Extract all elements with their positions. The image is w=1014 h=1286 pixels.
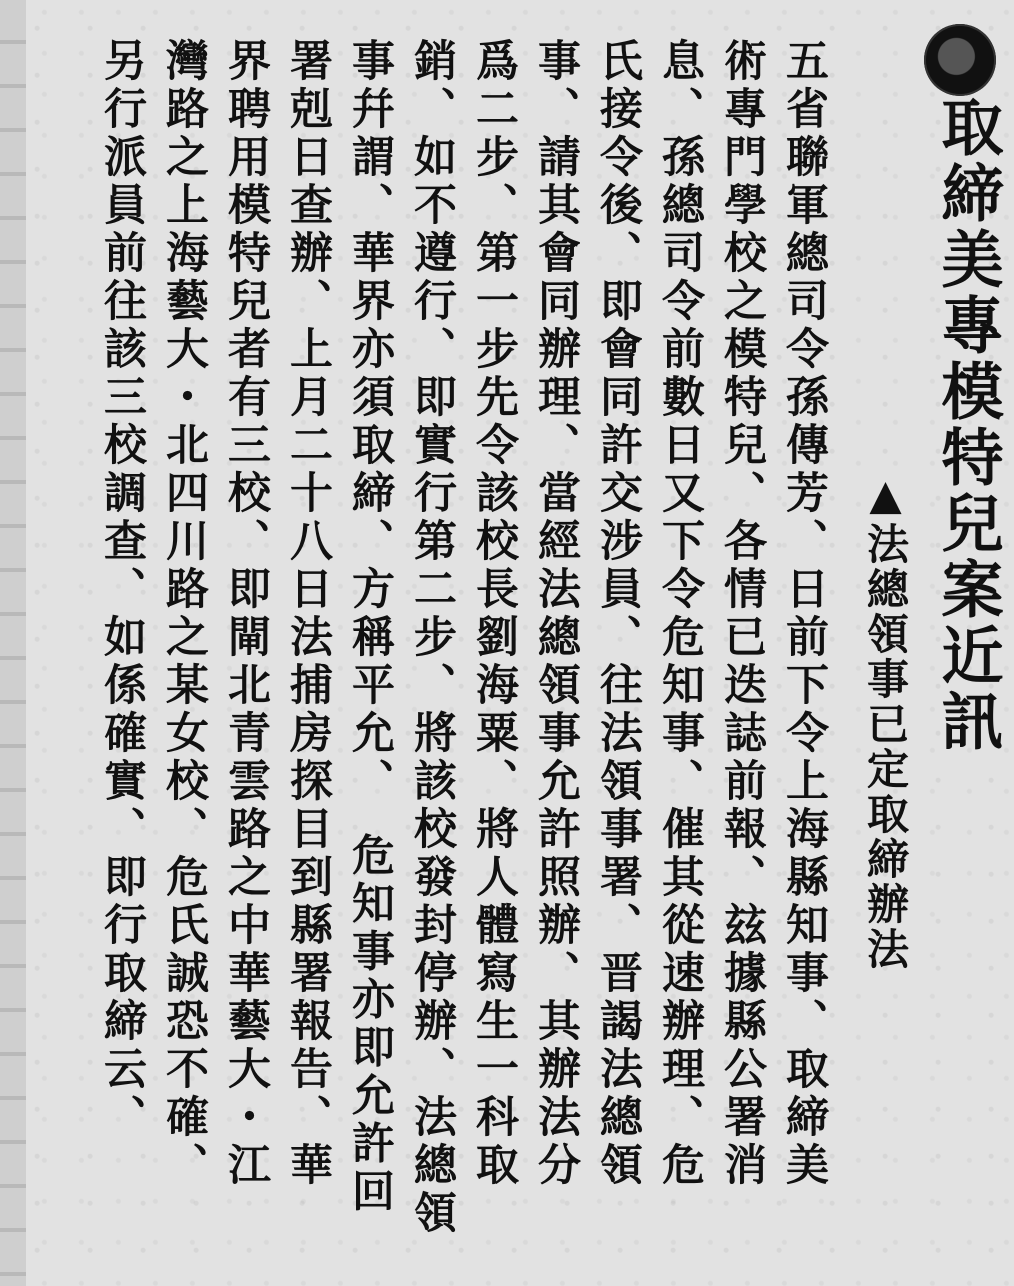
adjacent-column-edge (0, 0, 26, 1286)
headline-bullet-mark (924, 24, 996, 96)
body-column-11: 灣路之上海藝大・北四川路之某女校、危氏誠恐不確、 (159, 38, 209, 1190)
body-column-6: 爲二步、第一步先令該校長劉海粟、將人體寫生一科取 (469, 38, 519, 1190)
body-column-9: 署剋日查辦、上月二十八日法捕房探目到縣署報告、華 (283, 38, 333, 1190)
body-column-3: 息、孫總司令前數日又下令危知事、催其從速辦理、危 (655, 38, 705, 1190)
body-column-8: 事幷謂、華界亦須取締、方稱平允、 危知事亦即允許回 (345, 38, 395, 1217)
subheadline: ▲法總領事已定取締辦法 (861, 470, 910, 972)
body-column-7: 銷、如不遵行、即實行第二步、將該校發封停辦、法總領 (407, 38, 457, 1238)
body-column-4: 氏接令後、即會同許交涉員、往法領事署、晋謁法總領 (593, 38, 643, 1190)
body-column-12: 另行派員前往該三校調查、如係確實、即行取締云、 (97, 38, 147, 1142)
body-column-5: 事、請其會同辦理、當經法總領事允許照辦、其辦法分 (531, 38, 581, 1190)
body-column-2: 術專門學校之模特兒、各情已迭誌前報、玆據縣公署消 (717, 38, 767, 1190)
body-column-1: 五省聯軍總司令孫傳芳、日前下令上海縣知事、取締美 (779, 38, 829, 1190)
headline: 取締美專模特兒案近訊 (931, 95, 1004, 755)
body-column-10: 界聘用模特兒者有三校、即閘北青雲路之中華藝大・江 (221, 38, 271, 1190)
